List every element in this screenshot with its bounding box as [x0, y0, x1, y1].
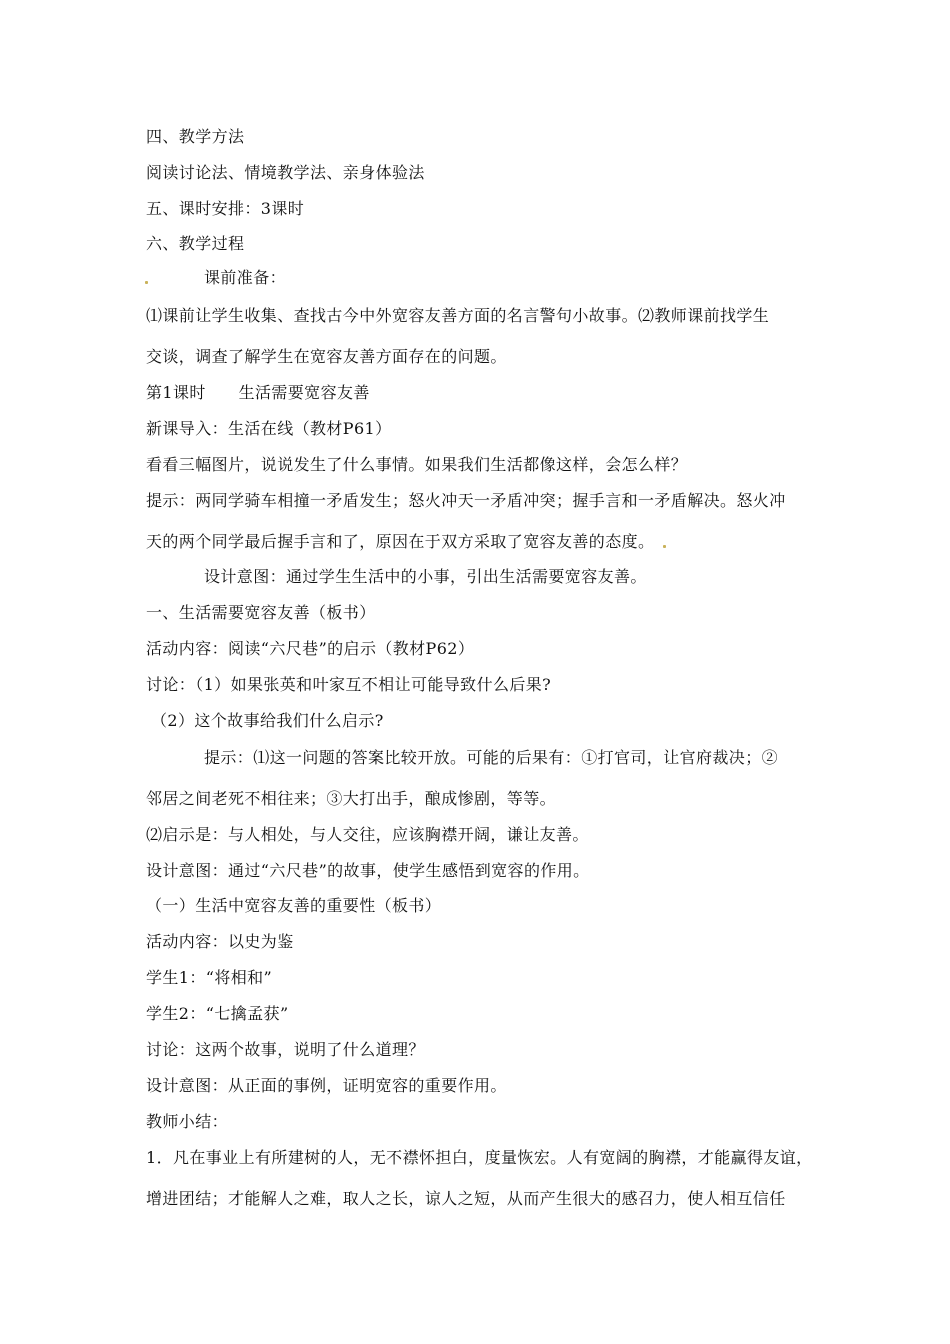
heading-class-schedule: 五、课时安排：3课时 [146, 199, 305, 218]
heading-subsection-1: （一）生活中宽容友善的重要性（板书） [146, 896, 442, 915]
stray-mark [663, 545, 666, 548]
text-line: 课前准备： [204, 268, 287, 287]
text-line: 设计意图：从正面的事例，证明宽容的重要作用。 [146, 1076, 507, 1095]
heading-section-1: 一、生活需要宽容友善（板书） [146, 603, 376, 622]
text-line: 阅读讨论法、情境教学法、亲身体验法 [146, 163, 425, 182]
text-line: 1．凡在事业上有所建树的人，无不襟怀担白，度量恢宏。人有宽阔的胸襟，才能赢得友谊， [146, 1148, 813, 1167]
heading-teaching-methods: 四、教学方法 [146, 127, 245, 146]
text-line: 邻居之间老死不相往来；③大打出手，酿成惨剧，等等。 [146, 789, 557, 808]
heading-teaching-process: 六、教学过程 [146, 234, 245, 253]
heading-lesson-1: 第1课时 生活需要宽容友善 [146, 383, 370, 402]
text-line: 提示：两同学骑车相撞一矛盾发生；怒火冲天一矛盾冲突；握手言和一矛盾解决。怒火冲 [146, 491, 786, 510]
text-line: 活动内容：阅读“六尺巷”的启示（教材P62） [146, 639, 475, 658]
text-line: 活动内容：以史为鉴 [146, 932, 294, 951]
text-line: 新课导入：生活在线（教材P61） [146, 419, 392, 438]
stray-mark [145, 281, 148, 284]
text-line: 讨论：这两个故事，说明了什么道理？ [146, 1040, 425, 1059]
text-line: 学生1：“将相和” [146, 968, 273, 987]
text-line: 天的两个同学最后握手言和了，原因在于双方采取了宽容友善的态度。 [146, 532, 655, 551]
text-line: 增进团结；才能解人之难，取人之长，谅人之短，从而产生很大的感召力，使人相互信任 [146, 1189, 786, 1208]
text-line: 交谈，调查了解学生在宽容友善方面存在的问题。 [146, 347, 507, 366]
text-line: ⑵启示是：与人相处，与人交往，应该胸襟开阔，谦让友善。 [146, 825, 589, 844]
text-line: 讨论：（1）如果张英和叶家互不相让可能导致什么后果? [146, 675, 552, 694]
text-line: 设计意图：通过学生生活中的小事，引出生活需要宽容友善。 [204, 567, 647, 586]
text-line: 学生2：“七擒孟获” [146, 1004, 289, 1023]
text-line: ⑴课前让学生收集、查找古今中外宽容友善方面的名言警句小故事。⑵教师课前找学生 [146, 306, 770, 325]
text-line: 教师小结： [146, 1112, 229, 1131]
text-line: 提示：⑴这一问题的答案比较开放。可能的后果有：①打官司，让官府裁决；② [204, 748, 779, 767]
text-line: 设计意图：通过“六尺巷”的故事，使学生感悟到宽容的作用。 [146, 861, 590, 880]
text-line: （2）这个故事给我们什么启示? [151, 711, 384, 730]
text-line: 看看三幅图片，说说发生了什么事情。如果我们生活都像这样，会怎么样？ [146, 455, 688, 474]
